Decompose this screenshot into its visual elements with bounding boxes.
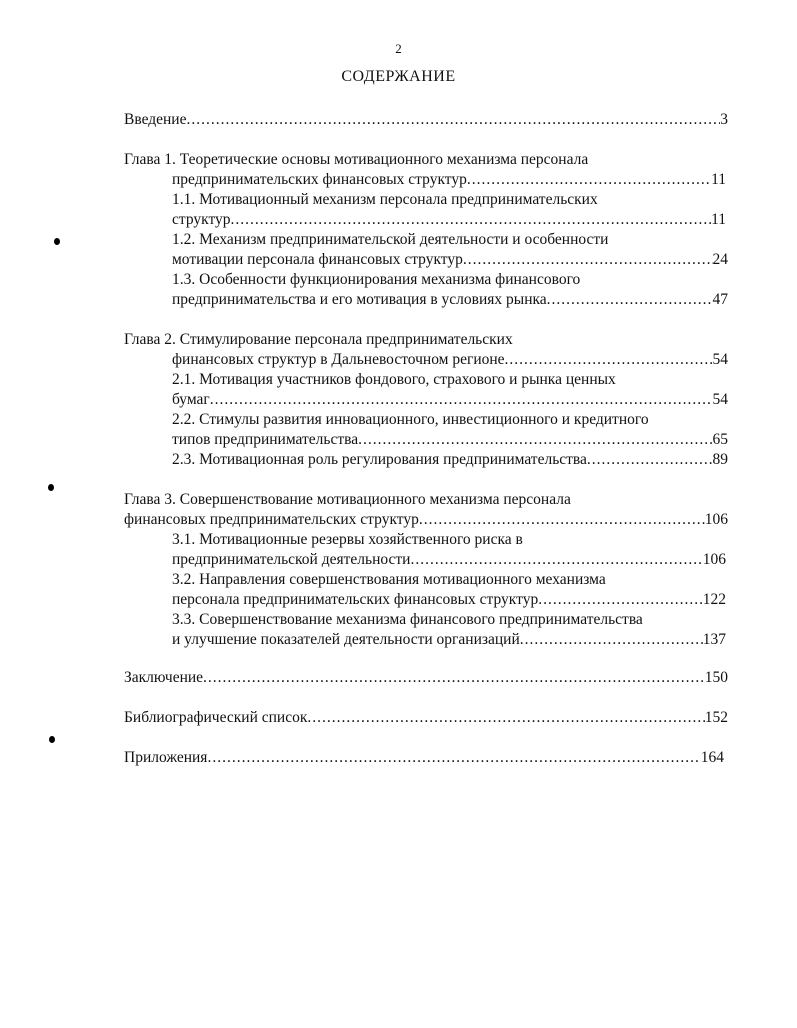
toc-entry-page: 122: [702, 591, 726, 608]
toc-entry-text: предпринимательских финансовых структур: [172, 171, 467, 188]
dot-leader: [410, 550, 702, 570]
dot-leader: [538, 590, 703, 610]
dot-leader: [520, 630, 703, 650]
toc-entry-page: 106: [704, 511, 728, 528]
toc-entry-text: Заключение: [124, 669, 204, 686]
dot-leader: [463, 250, 713, 270]
toc-entry-text: типов предпринимательства: [172, 431, 359, 448]
toc-entry-text: персонала предпринимательских финансовых структур: [172, 591, 539, 608]
scan-mark: [49, 736, 55, 743]
toc-entry-page: 24: [712, 251, 728, 268]
toc-entry-intro[interactable]: [124, 110, 728, 130]
toc-entry-text: Библиографический список: [124, 709, 308, 726]
toc-entry-text: 2.3. Мотивационная роль регулирования предпринимательства: [172, 451, 587, 468]
toc-entry-page: 137: [702, 631, 726, 648]
toc-entry-page: 3: [720, 111, 728, 128]
toc-section-1-2-title[interactable]: 1.2. Механизм предпринимательской деятельности и особенности: [172, 231, 609, 248]
toc-entry-text: Введение: [124, 111, 187, 128]
dot-leader: [547, 290, 713, 310]
toc-entry-page: 11: [711, 211, 726, 228]
toc-section-2-3[interactable]: [172, 450, 728, 470]
toc-chapter-2[interactable]: [172, 350, 728, 370]
toc-entry-text: и улучшение показателей деятельности организаций: [172, 631, 520, 648]
toc-entry-appendix[interactable]: [124, 748, 724, 768]
dot-leader: [358, 430, 712, 450]
dot-leader: [505, 350, 713, 370]
toc-section-2-2-title[interactable]: 2.2. Стимулы развития инновационного, инвестиционного и кредитного: [172, 411, 649, 428]
dot-leader: [467, 170, 711, 190]
toc-entry-text: бумаг: [172, 391, 210, 408]
toc-entry-text: структур: [172, 211, 231, 228]
dot-leader: [207, 748, 700, 768]
dot-leader: [419, 510, 705, 530]
toc-section-2-2[interactable]: [172, 430, 728, 450]
toc-entry-text: мотивации персонала финансовых структур: [172, 251, 463, 268]
toc-section-1-2[interactable]: [172, 250, 728, 270]
scan-mark: [48, 484, 54, 491]
toc-section-3-2-title[interactable]: 3.2. Направления совершенствования мотивационного механизма: [172, 571, 606, 588]
toc-chapter-3[interactable]: [124, 510, 728, 530]
toc-entry-page: 54: [712, 391, 728, 408]
toc-entry-bibliography[interactable]: [124, 708, 728, 728]
toc-entry-page: 89: [712, 451, 728, 468]
toc-entry-page: 106: [702, 551, 726, 568]
toc-entry-text: Приложения: [124, 749, 208, 766]
dot-leader: [210, 390, 713, 410]
dot-leader: [587, 450, 713, 470]
toc-chapter-1-title[interactable]: Глава 1. Теоретические основы мотивационного механизма персонала: [124, 151, 589, 168]
toc-section-3-3-title[interactable]: 3.3. Совершенствование механизма финансового предпринимательства: [172, 611, 643, 628]
toc-chapter-1[interactable]: [172, 170, 726, 190]
toc-section-3-2[interactable]: [172, 590, 726, 610]
toc-section-2-1[interactable]: [172, 390, 728, 410]
toc-title: СОДЕРЖАНИЕ: [341, 68, 456, 85]
toc-chapter-2-title[interactable]: Глава 2. Стимулирование персонала предпринимательских: [124, 331, 513, 348]
dot-leader: [203, 668, 705, 688]
toc-section-1-3-title[interactable]: 1.3. Особенности функционирования механизма финансового: [172, 271, 581, 288]
toc-entry-page: 47: [712, 291, 728, 308]
toc-entry-page: 152: [704, 709, 728, 726]
toc-entry-text: финансовых предпринимательских структур: [124, 511, 419, 528]
toc-section-2-1-title[interactable]: 2.1. Мотивация участников фондового, страхового и рынка ценных: [172, 371, 616, 388]
toc-entry-text: предпринимательской деятельности: [172, 551, 411, 568]
dot-leader: [231, 210, 712, 230]
toc-entry-conclusion[interactable]: [124, 668, 728, 688]
toc-entry-text: финансовых структур в Дальневосточном регионе: [172, 351, 505, 368]
toc-section-3-3[interactable]: [172, 630, 726, 650]
toc-entry-page: 164: [700, 749, 724, 766]
toc-entry-page: 11: [711, 171, 726, 188]
toc-section-3-1-title[interactable]: 3.1. Мотивационные резервы хозяйственного риска в: [172, 531, 523, 548]
page-number: 2: [395, 41, 402, 56]
toc-section-1-3[interactable]: [172, 290, 728, 310]
dot-leader: [186, 110, 720, 130]
toc-section-1-1[interactable]: [172, 210, 726, 230]
toc-entry-text: предпринимательства и его мотивация в условиях рынка: [172, 291, 547, 308]
toc-entry-page: 65: [712, 431, 728, 448]
toc-section-3-1[interactable]: [172, 550, 726, 570]
toc-section-1-1-title[interactable]: 1.1. Мотивационный механизм персонала предпринимательских: [172, 191, 598, 208]
scan-mark: [54, 238, 60, 245]
toc-chapter-3-title[interactable]: Глава 3. Совершенствование мотивационного механизма персонала: [124, 491, 571, 508]
toc-entry-page: 150: [704, 669, 728, 686]
dot-leader: [307, 708, 704, 728]
toc-entry-page: 54: [712, 351, 728, 368]
